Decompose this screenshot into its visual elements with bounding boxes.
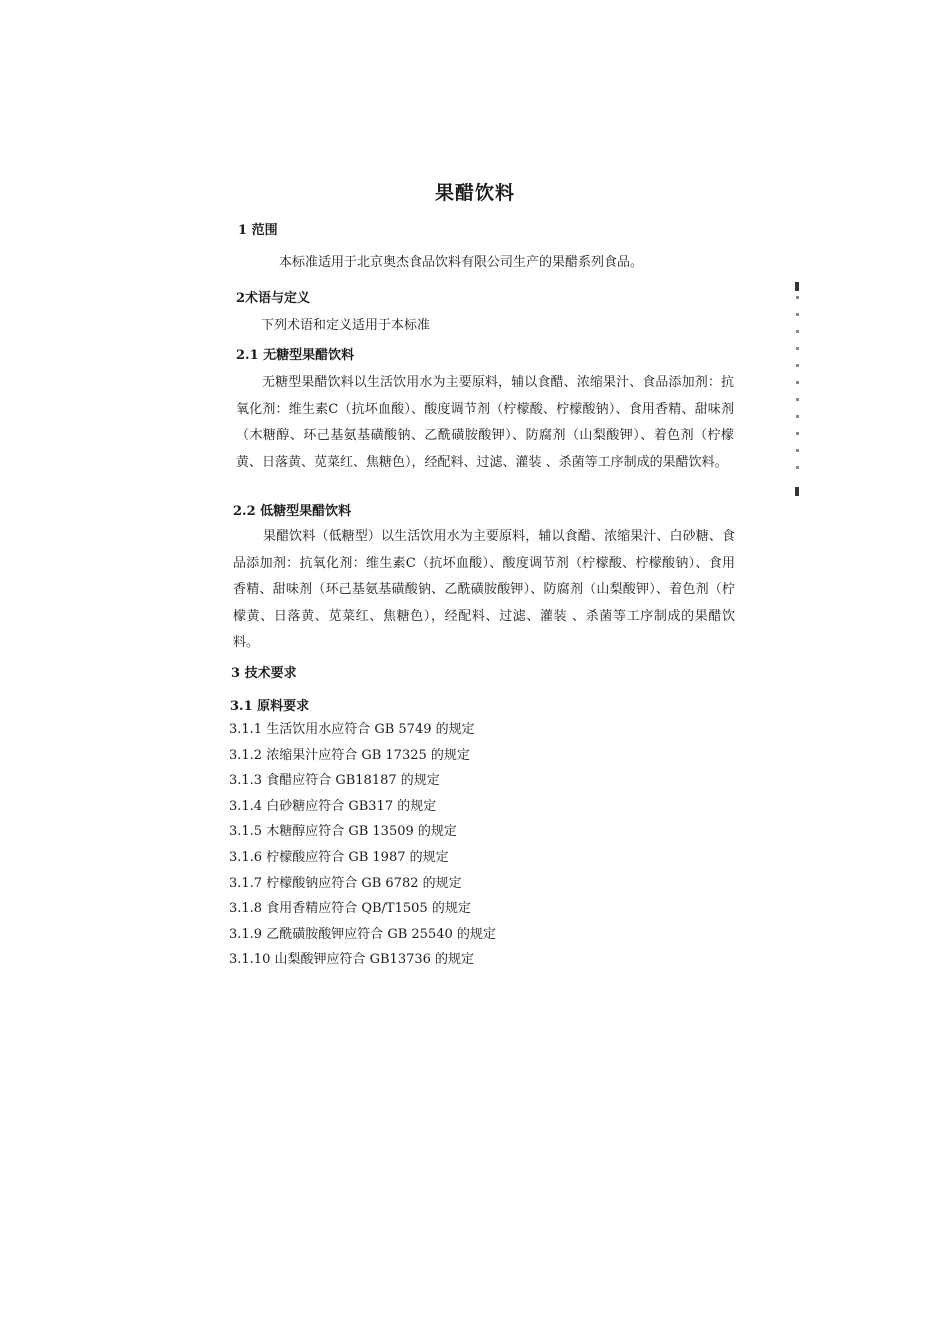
list-item: 3.1.9 乙酰磺胺酸钾应符合 GB 25540 的规定	[229, 926, 496, 942]
list-item: 3.1.3 食醋应符合 GB18187 的规定	[229, 773, 440, 789]
list-item: 3.1.7 柠檬酸钠应符合 GB 6782 的规定	[229, 875, 462, 891]
section-2-1-heading: 2.1 无糖型果醋饮料	[236, 348, 355, 363]
section-3-1-heading: 3.1 原料要求	[230, 699, 310, 714]
list-item: 3.1.10 山梨酸钾应符合 GB13736 的规定	[229, 952, 475, 968]
section-1-text: 本标准适用于北京奥杰食品饮料有限公司生产的果醋系列食品。	[279, 255, 644, 270]
section-2-heading: 2术语与定义	[236, 291, 311, 306]
section-1-heading: 1 范围	[238, 223, 278, 238]
binding-mark-top	[795, 282, 799, 291]
list-item: 3.1.5 木糖醇应符合 GB 13509 的规定	[229, 824, 457, 840]
list-item: 3.1.1 生活饮用水应符合 GB 5749 的规定	[229, 722, 475, 737]
list-item: 3.1.8 食用香精应符合 QB/T1505 的规定	[229, 901, 471, 917]
binding-mark-dots	[796, 296, 799, 482]
list-item: 3.1.2 浓缩果汁应符合 GB 17325 的规定	[229, 747, 470, 763]
section-2-2-heading: 2.2 低糖型果醋饮料	[233, 504, 352, 519]
list-item: 3.1.6 柠檬酸应符合 GB 1987 的规定	[229, 849, 449, 865]
requirements-list	[229, 717, 496, 973]
binding-mark	[791, 282, 805, 498]
section-2-1-text: 无糖型果醋饮料以生活饮用水为主要原料，辅以食醋、浓缩果汁、食品添加剂：抗氧化剂：维生素C（抗坏血酸）、酸度调节剂（柠檬酸、柠檬酸钠）、食用香精、甜味剂（木糖醇、环己基氨基磺酸钠、乙酰磺胺酸钾）、防腐剂（山梨酸钾）、着色剂（柠檬黄、日落黄、苋菜红、焦糖色），经配料、过滤、灌装 、杀菌等工序制成的果醋饮料。	[236, 375, 734, 470]
section-2-2-text: 果醋饮料（低糖型）以生活饮用水为主要原料，辅以食醋、浓缩果汁、白砂糖、食品添加剂：抗氧化剂：维生素C（抗坏血酸）、酸度调节剂（柠檬酸、柠檬酸钠）、食用香精、甜味剂（环己基氨基磺酸钠、乙酰磺胺酸钾）、防腐剂（山梨酸钾）、着色剂（柠檬黄、日落黄、苋菜红、焦糖色），经配料、过滤、灌装 、杀菌等工序制成的果醋饮料。	[233, 529, 735, 650]
section-3-heading: 3 技术要求	[231, 666, 297, 681]
list-item: 3.1.4 白砂糖应符合 GB317 的规定	[229, 798, 437, 814]
document-title: 果醋饮料	[434, 182, 515, 204]
section-2-intro: 下列术语和定义适用于本标准	[261, 318, 431, 333]
binding-mark-bottom	[795, 487, 799, 496]
